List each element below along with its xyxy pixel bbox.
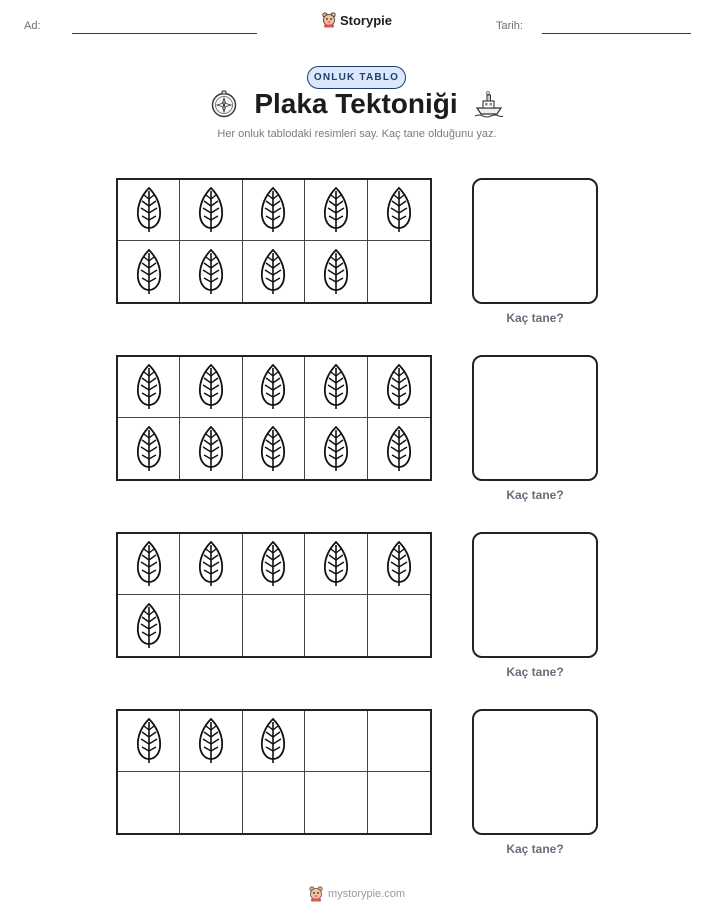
ten-frame-cell	[305, 241, 367, 302]
answer-label: Kaç tane?	[506, 311, 564, 325]
ten-frame-cell	[180, 711, 242, 772]
leaf-icon	[385, 540, 413, 588]
leaf-icon	[135, 540, 163, 588]
ten-frame-cell	[180, 357, 242, 418]
ten-frame-cell	[368, 772, 430, 833]
ten-frame-cell	[305, 357, 367, 418]
date-line[interactable]	[542, 33, 691, 34]
leaf-icon	[385, 363, 413, 411]
ten-frame-cell	[180, 418, 242, 479]
leaf-icon	[322, 540, 350, 588]
answer-label: Kaç tane?	[506, 665, 564, 679]
ten-frame-cell	[368, 534, 430, 595]
footer	[0, 886, 714, 907]
ten-frame-cell	[305, 534, 367, 595]
ten-frame-cell	[243, 180, 305, 241]
ten-frame-cell	[243, 534, 305, 595]
bear-logo-icon	[309, 886, 323, 902]
ten-frame-cell	[118, 595, 180, 656]
leaf-icon	[259, 363, 287, 411]
leaf-icon	[135, 602, 163, 650]
leaf-icon	[135, 363, 163, 411]
name-label: Ad:	[24, 20, 41, 32]
page-title: Plaka Tektoniği	[254, 88, 458, 119]
brand-header	[0, 12, 714, 33]
ten-frame-cell	[368, 357, 430, 418]
leaf-icon	[135, 248, 163, 296]
ten-frame-cell	[243, 241, 305, 302]
leaf-icon	[197, 425, 225, 473]
leaf-icon	[197, 363, 225, 411]
ten-frame-cell	[180, 180, 242, 241]
ten-frame-cell	[243, 772, 305, 833]
answer-box[interactable]	[472, 178, 598, 304]
ten-frame-cell	[118, 418, 180, 479]
footer-url: mystorypie.com	[327, 888, 406, 900]
ten-frame-cell	[305, 180, 367, 241]
ten-frame-cell	[305, 711, 367, 772]
answer-box[interactable]	[472, 532, 598, 658]
leaf-icon	[259, 425, 287, 473]
ten-frame-cell	[243, 711, 305, 772]
ten-frame-cell	[243, 357, 305, 418]
ten-frame-cell	[180, 534, 242, 595]
leaf-icon	[322, 363, 350, 411]
ten-frame-cell	[118, 711, 180, 772]
ten-frame-cell	[305, 418, 367, 479]
ten-frame-cell	[368, 180, 430, 241]
date-label: Tarih:	[496, 20, 523, 32]
leaf-icon	[385, 425, 413, 473]
instructions: Her onluk tablodaki resimleri say. Kaç tane olduğunu yaz.	[217, 128, 497, 140]
leaf-icon	[135, 425, 163, 473]
leaf-icon	[197, 717, 225, 765]
answer-box[interactable]	[472, 355, 598, 481]
leaf-icon	[197, 248, 225, 296]
ten-frame-cell	[118, 357, 180, 418]
leaf-icon	[135, 186, 163, 234]
compass-icon	[210, 90, 238, 118]
ten-frame	[116, 709, 432, 835]
ten-frame-cell	[180, 772, 242, 833]
ten-frame-cell	[368, 711, 430, 772]
ten-frame	[116, 178, 432, 304]
ten-frame-cell	[243, 418, 305, 479]
leaf-icon	[197, 540, 225, 588]
answer-label: Kaç tane?	[506, 488, 564, 502]
leaf-icon	[197, 186, 225, 234]
ten-frame-cell	[368, 595, 430, 656]
leaf-icon	[322, 425, 350, 473]
answer-box[interactable]	[472, 709, 598, 835]
ten-frame-cell	[118, 241, 180, 302]
ten-frame	[116, 355, 432, 481]
name-line[interactable]	[72, 33, 257, 34]
title-row	[0, 88, 714, 123]
leaf-icon	[322, 186, 350, 234]
ten-frame-cell	[118, 180, 180, 241]
leaf-icon	[259, 248, 287, 296]
ten-frame-cell	[305, 772, 367, 833]
ten-frame-cell	[368, 418, 430, 479]
category-badge: ONLUK TABLO	[307, 66, 406, 89]
leaf-icon	[135, 717, 163, 765]
ten-frame-cell	[118, 534, 180, 595]
leaf-icon	[259, 540, 287, 588]
ten-frame-cell	[305, 595, 367, 656]
ten-frame-cell	[368, 241, 430, 302]
brand-name: Storypie	[339, 12, 392, 28]
ship-icon	[474, 90, 504, 118]
ten-frame-cell	[180, 241, 242, 302]
leaf-icon	[259, 186, 287, 234]
bear-logo-icon	[322, 12, 336, 28]
leaf-icon	[259, 717, 287, 765]
leaf-icon	[322, 248, 350, 296]
ten-frame-cell	[118, 772, 180, 833]
answer-label: Kaç tane?	[506, 842, 564, 856]
ten-frame-cell	[180, 595, 242, 656]
ten-frame-cell	[243, 595, 305, 656]
ten-frame	[116, 532, 432, 658]
leaf-icon	[385, 186, 413, 234]
